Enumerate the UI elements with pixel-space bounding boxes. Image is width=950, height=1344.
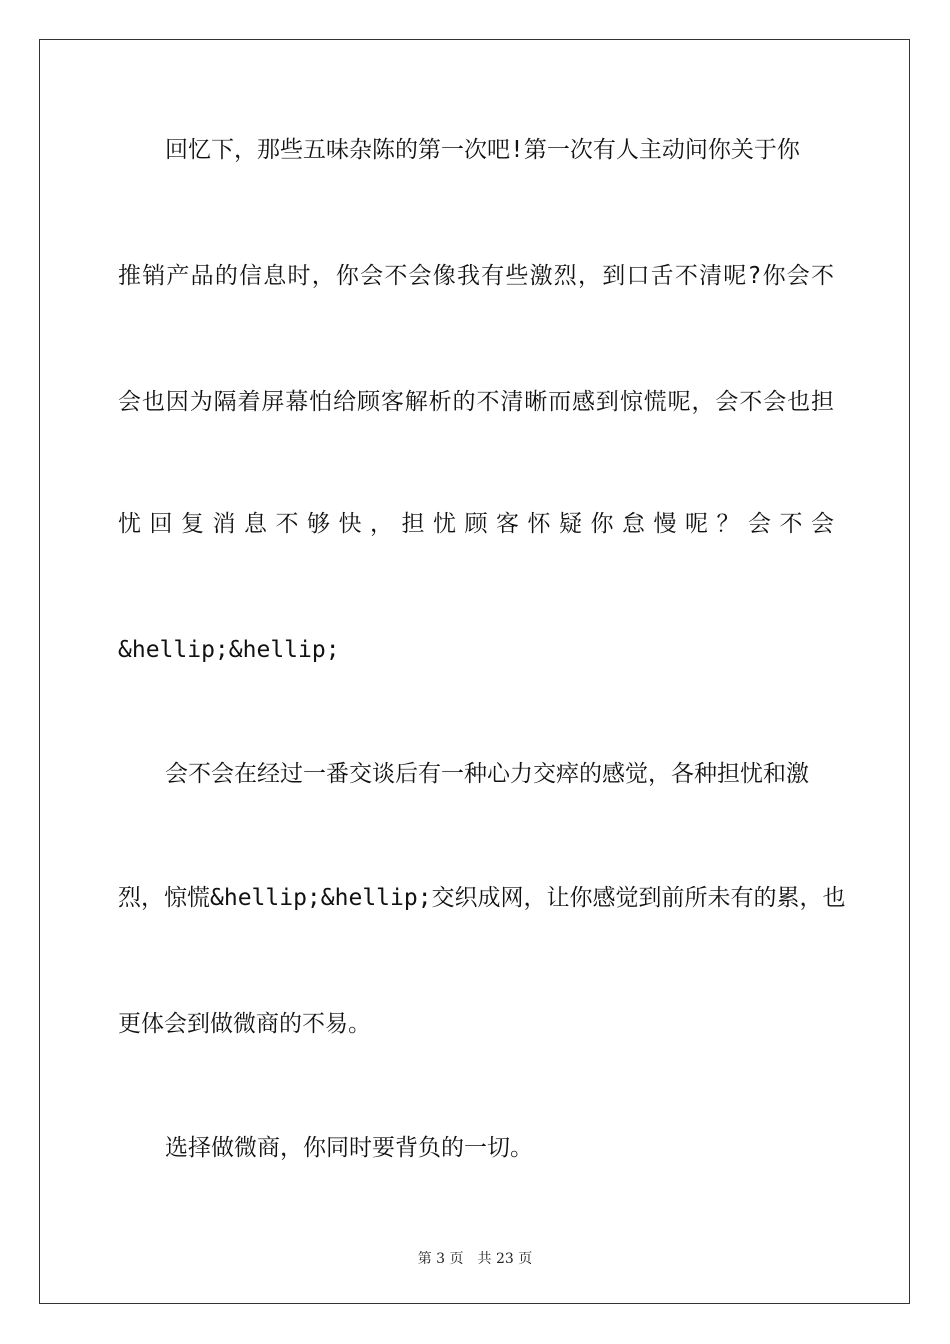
page-footer bbox=[0, 1248, 950, 1268]
paragraph-2-line-2: 烈，惊慌&hellip;&hellip;交织成网，让你感觉到前所未有的累，也 bbox=[118, 885, 846, 911]
paragraph-2-line-1: 会不会在经过一番交谈后有一种心力交瘁的感觉，各种担忧和激 bbox=[165, 761, 809, 787]
paragraph-1-line-2: 推销产品的信息时，你会不会像我有些激烈，到口舌不清呢?你会不 bbox=[118, 263, 834, 289]
page-number: 第 3 页 bbox=[417, 1251, 464, 1267]
page-border bbox=[39, 39, 910, 1304]
paragraph-3-line-1: 选择做微商，你同时要背负的一切。 bbox=[165, 1135, 533, 1161]
paragraph-1-line-5: &hellip;&hellip; bbox=[118, 637, 340, 663]
paragraph-2-line-3: 更体会到做微商的不易。 bbox=[118, 1011, 371, 1037]
total-pages: 共 23 页 bbox=[477, 1251, 533, 1267]
paragraph-1-line-1: 回忆下，那些五味杂陈的第一次吧!第一次有人主动问你关于你 bbox=[165, 137, 800, 163]
paragraph-1-line-3: 会也因为隔着屏幕怕给顾客解析的不清晰而感到惊慌呢，会不会也担 bbox=[118, 389, 834, 415]
paragraph-1-line-4: 忧回复消息不够快，担忧顾客怀疑你怠慢呢？会不会 bbox=[118, 511, 834, 537]
